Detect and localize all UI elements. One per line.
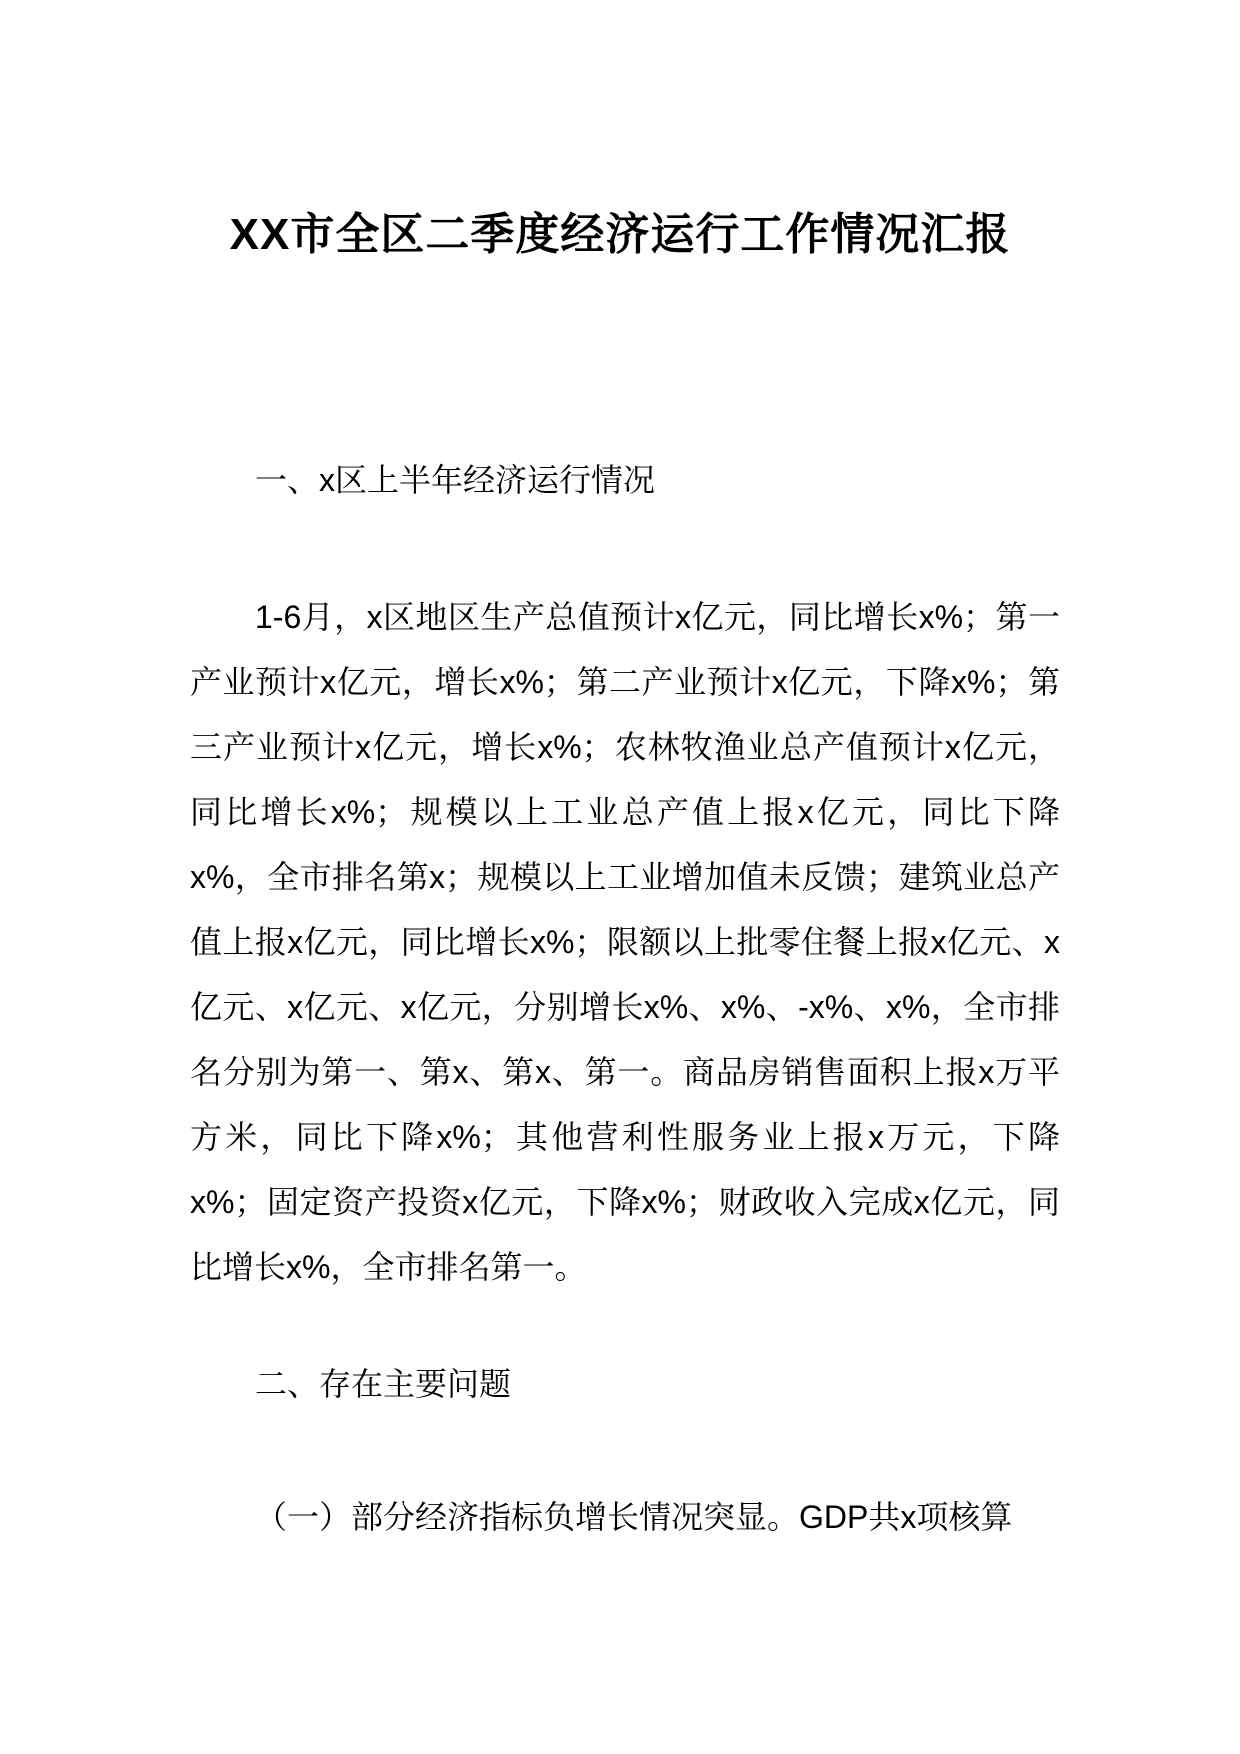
section-heading-1: 一、x区上半年经济运行情况 [255,462,656,498]
section-paragraph-2: （一）部分经济指标负增长情况突显。GDP共x项核算 [255,1499,1013,1535]
section-paragraph-1: 1-6月，x区地区生产总值预计x亿元，同比增长x%；第一产业预计x亿元，增长x%；第二产业预计x亿元，下降x%；第三产业预计x亿元，增长x%；农林牧渔业总产值预计x亿元，同比增长x%；规模以上工业总产值上报x亿元，同比下降x%，全市排名第x；规模以上工业增加值未反馈；建筑业总产值上报x亿元，同比增长x%；限额以上批零住餐上报x亿元、x亿元、x亿元、x亿元，分别增长x%、x%、-x%、x%，全市排名分别为第一、第x、第x、第一。商品房销售面积上报x万平方米，同比下降x%；其他营利性服务业上报x万元，下降x%；固定资产投资x亿元，下降x%；财政收入完成x亿元，同比增长x%，全市排名第一。 [190,599,1060,1285]
section-heading-2: 二、存在主要问题 [255,1366,512,1402]
document-title: XX市全区二季度经济运行工作情况汇报 [229,210,1011,259]
